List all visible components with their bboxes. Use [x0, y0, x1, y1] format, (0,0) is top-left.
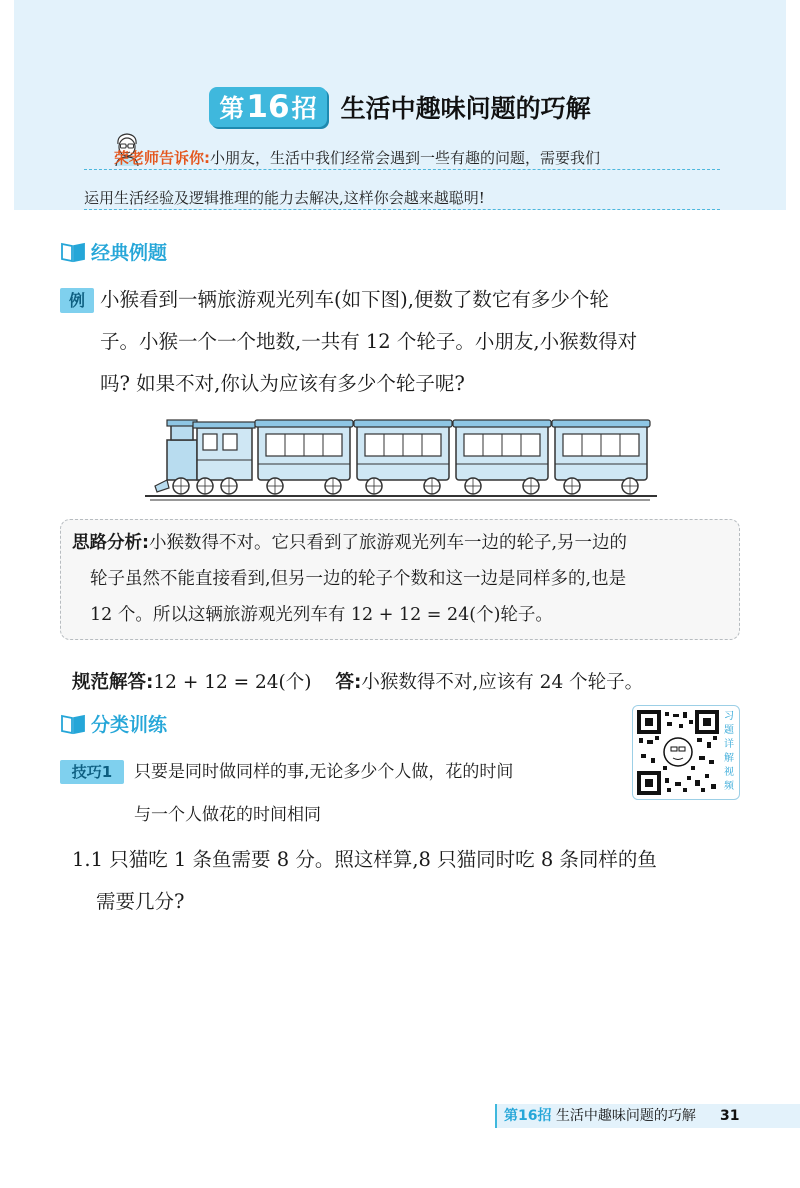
title-text: 生活中趣味问题的巧解	[340, 94, 591, 123]
book-icon	[60, 241, 86, 263]
problem-1-line-1: 1.1 只猫吃 1 条鱼需要 8 分。照这样算,8 只猫同时吃 8 条同样的鱼	[72, 848, 657, 871]
footer-chapter-title: 生活中趣味问题的巧解	[555, 1108, 696, 1124]
example-tag: 例	[60, 288, 94, 313]
qr-code-icon[interactable]	[637, 710, 719, 795]
qr-code-card[interactable]	[632, 705, 740, 800]
skill-line-1: 只要是同时做同样的事,无论多少个人做，花的时间	[134, 762, 514, 782]
page-title	[0, 84, 800, 130]
tip-label: 荣老师告诉你:	[114, 149, 210, 167]
tour-train-illustration	[145, 412, 660, 502]
analysis-label: 思路分析:	[72, 533, 149, 553]
skill-line-2: 与一个人做花的时间相同	[134, 805, 321, 825]
tip-line-1	[84, 147, 720, 170]
standard-answer	[72, 665, 643, 701]
section-heading-training	[60, 710, 167, 737]
analysis-line-3: 12 个。所以这辆旅游观光列车有 12 + 12 = 24(个)轮子。	[90, 605, 553, 625]
answer-formula: 12 + 12 = 24(个)	[153, 672, 312, 693]
tip-text-2: 运用生活经验及逻辑推理的能力去解决,这样你会越来越聪明!	[84, 189, 485, 207]
problem-1-line-2: 需要几分?	[96, 890, 185, 913]
page-number: 31	[720, 1108, 740, 1124]
analysis-line-1: 小猴数得不对。它只看到了旅游观光列车一边的轮子,另一边的	[149, 533, 628, 553]
example-line-1: 小猴看到一辆旅游观光列车(如下图),便数了数它有多少个轮	[100, 288, 609, 311]
analysis-line-2: 轮子虽然不能直接看到,但另一边的轮子个数和这一边是同样多的,也是	[90, 569, 627, 589]
example-line-3: 吗? 如果不对,你认为应该有多少个轮子呢?	[100, 372, 465, 395]
footer-divider	[495, 1104, 497, 1128]
qr-caption: 习 题 详 解 视 频	[724, 711, 734, 792]
tip-line-2	[84, 187, 720, 210]
analysis-text	[72, 525, 732, 633]
answer-ans-label: 答:	[335, 672, 362, 693]
example-line-2: 子。小猴一个一个地数,一共有 12 个轮子。小朋友,小猴数得对	[100, 330, 638, 353]
footer-chapter: 第16招 生活中趣味问题的巧解	[504, 1108, 696, 1124]
section-heading-example-text: 经典例题	[91, 242, 168, 264]
book-icon	[60, 713, 86, 735]
badge-suffix: 招	[291, 94, 317, 123]
badge-prefix: 第	[219, 94, 245, 123]
answer-text: 小猴数得不对,应该有 24 个轮子。	[361, 672, 644, 693]
answer-label: 规范解答:	[72, 672, 154, 693]
tip-text-1: 小朋友，生活中我们经常会遇到一些有趣的问题，需要我们	[210, 149, 601, 167]
section-heading-example	[60, 238, 167, 265]
chapter-badge	[209, 87, 326, 127]
section-heading-training-text: 分类训练	[91, 714, 168, 736]
skill-tag: 技巧1	[60, 760, 124, 784]
badge-number: 16	[246, 89, 290, 125]
